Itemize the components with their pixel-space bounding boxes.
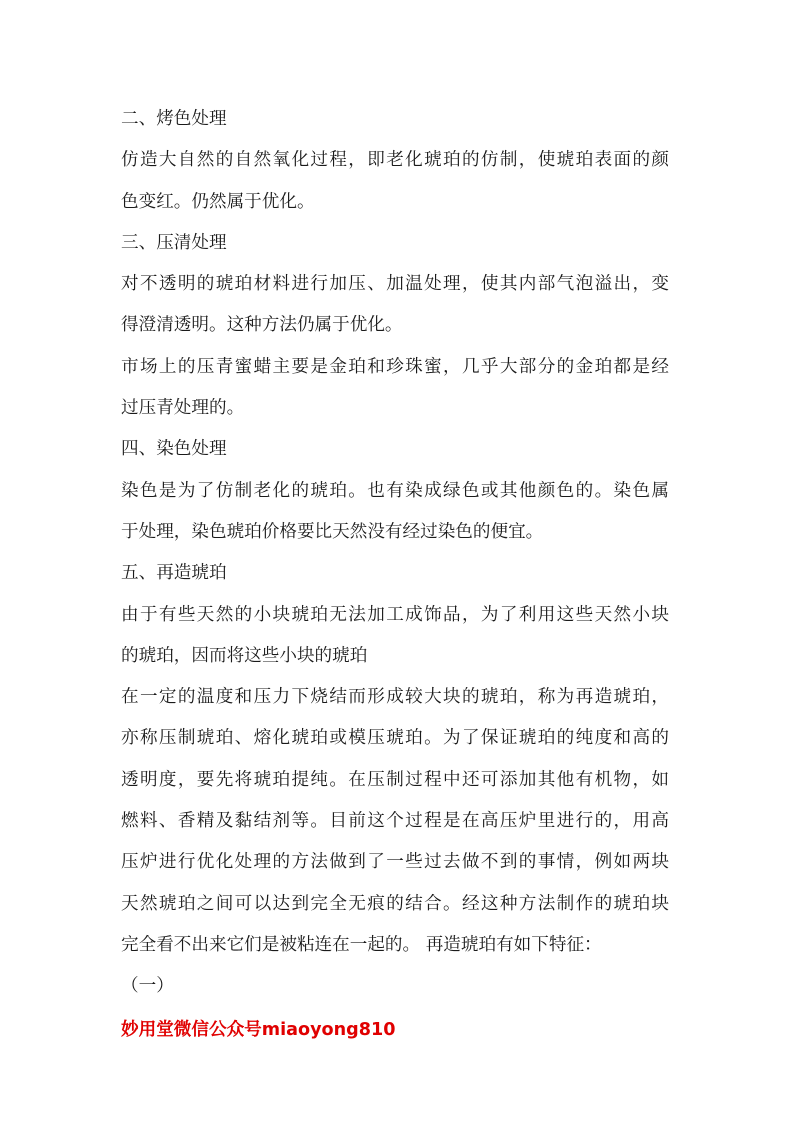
paragraph-line: 对不透明的琥珀材料进行加压、加温处理，使其内部气泡溢出，变 [121,274,669,295]
paragraph-line: 亦称压制琥珀、熔化琥珀或模压琥珀。为了保证琥珀的纯度和高的 [121,728,669,749]
section-heading-press-clear: 三、压清处理 [121,232,227,253]
section-heading-roast-color: 二、烤色处理 [121,109,227,129]
paragraph-line: 燃料、香精及黏结剂等。目前这个过程是在高压炉里进行的，用高 [121,811,669,832]
document-body [121,103,669,1012]
paragraph-line: 色变红。仍然属于优化。 [121,191,315,212]
paragraph-line: 天然琥珀之间可以达到完全无痕的结合。经这种方法制作的琥珀块 [121,893,669,914]
paragraph-line: 于处理，染色琥珀价格要比天然没有经过染色的便宜。 [121,521,544,542]
paragraph-line: 由于有些天然的小块琥珀无法加工成饰品，为了利用这些天然小块 [121,604,669,625]
paragraph-line: 染色是为了仿制老化的琥珀。也有染成绿色或其他颜色的。染色属 [121,480,669,501]
section-heading-dyeing: 四、染色处理 [121,439,227,460]
paragraph-line: 得澄清透明。这种方法仍属于优化。 [121,315,403,336]
section-heading-reconstructed-amber: 五、再造琥珀 [121,563,227,584]
paragraph-line: 仿造大自然的自然氧化过程，即老化琥珀的仿制，使琥珀表面的颜 [121,150,669,171]
footer-watermark-text: 妙用堂微信公众号miaoyong810 [121,1020,396,1040]
paragraph-line: 在一定的温度和压力下烧结而形成较大块的琥珀，称为再造琥珀， [121,687,669,708]
list-marker-one: （一） [121,976,174,997]
paragraph-line: 压炉进行优化处理的方法做到了一些过去做不到的事情，例如两块 [121,852,669,873]
paragraph-line: 完全看不出来它们是被粘连在一起的。 再造琥珀有如下特征： [121,934,602,955]
paragraph-line: 过压青处理的。 [121,398,245,419]
paragraph-line: 市场上的压青蜜蜡主要是金珀和珍珠蜜，几乎大部分的金珀都是经 [121,356,669,377]
paragraph-line: 的琥珀，因而将这些小块的琥珀 [121,645,368,666]
paragraph-line: 透明度，要先将琥珀提纯。在压制过程中还可添加其他有机物，如 [121,769,669,790]
